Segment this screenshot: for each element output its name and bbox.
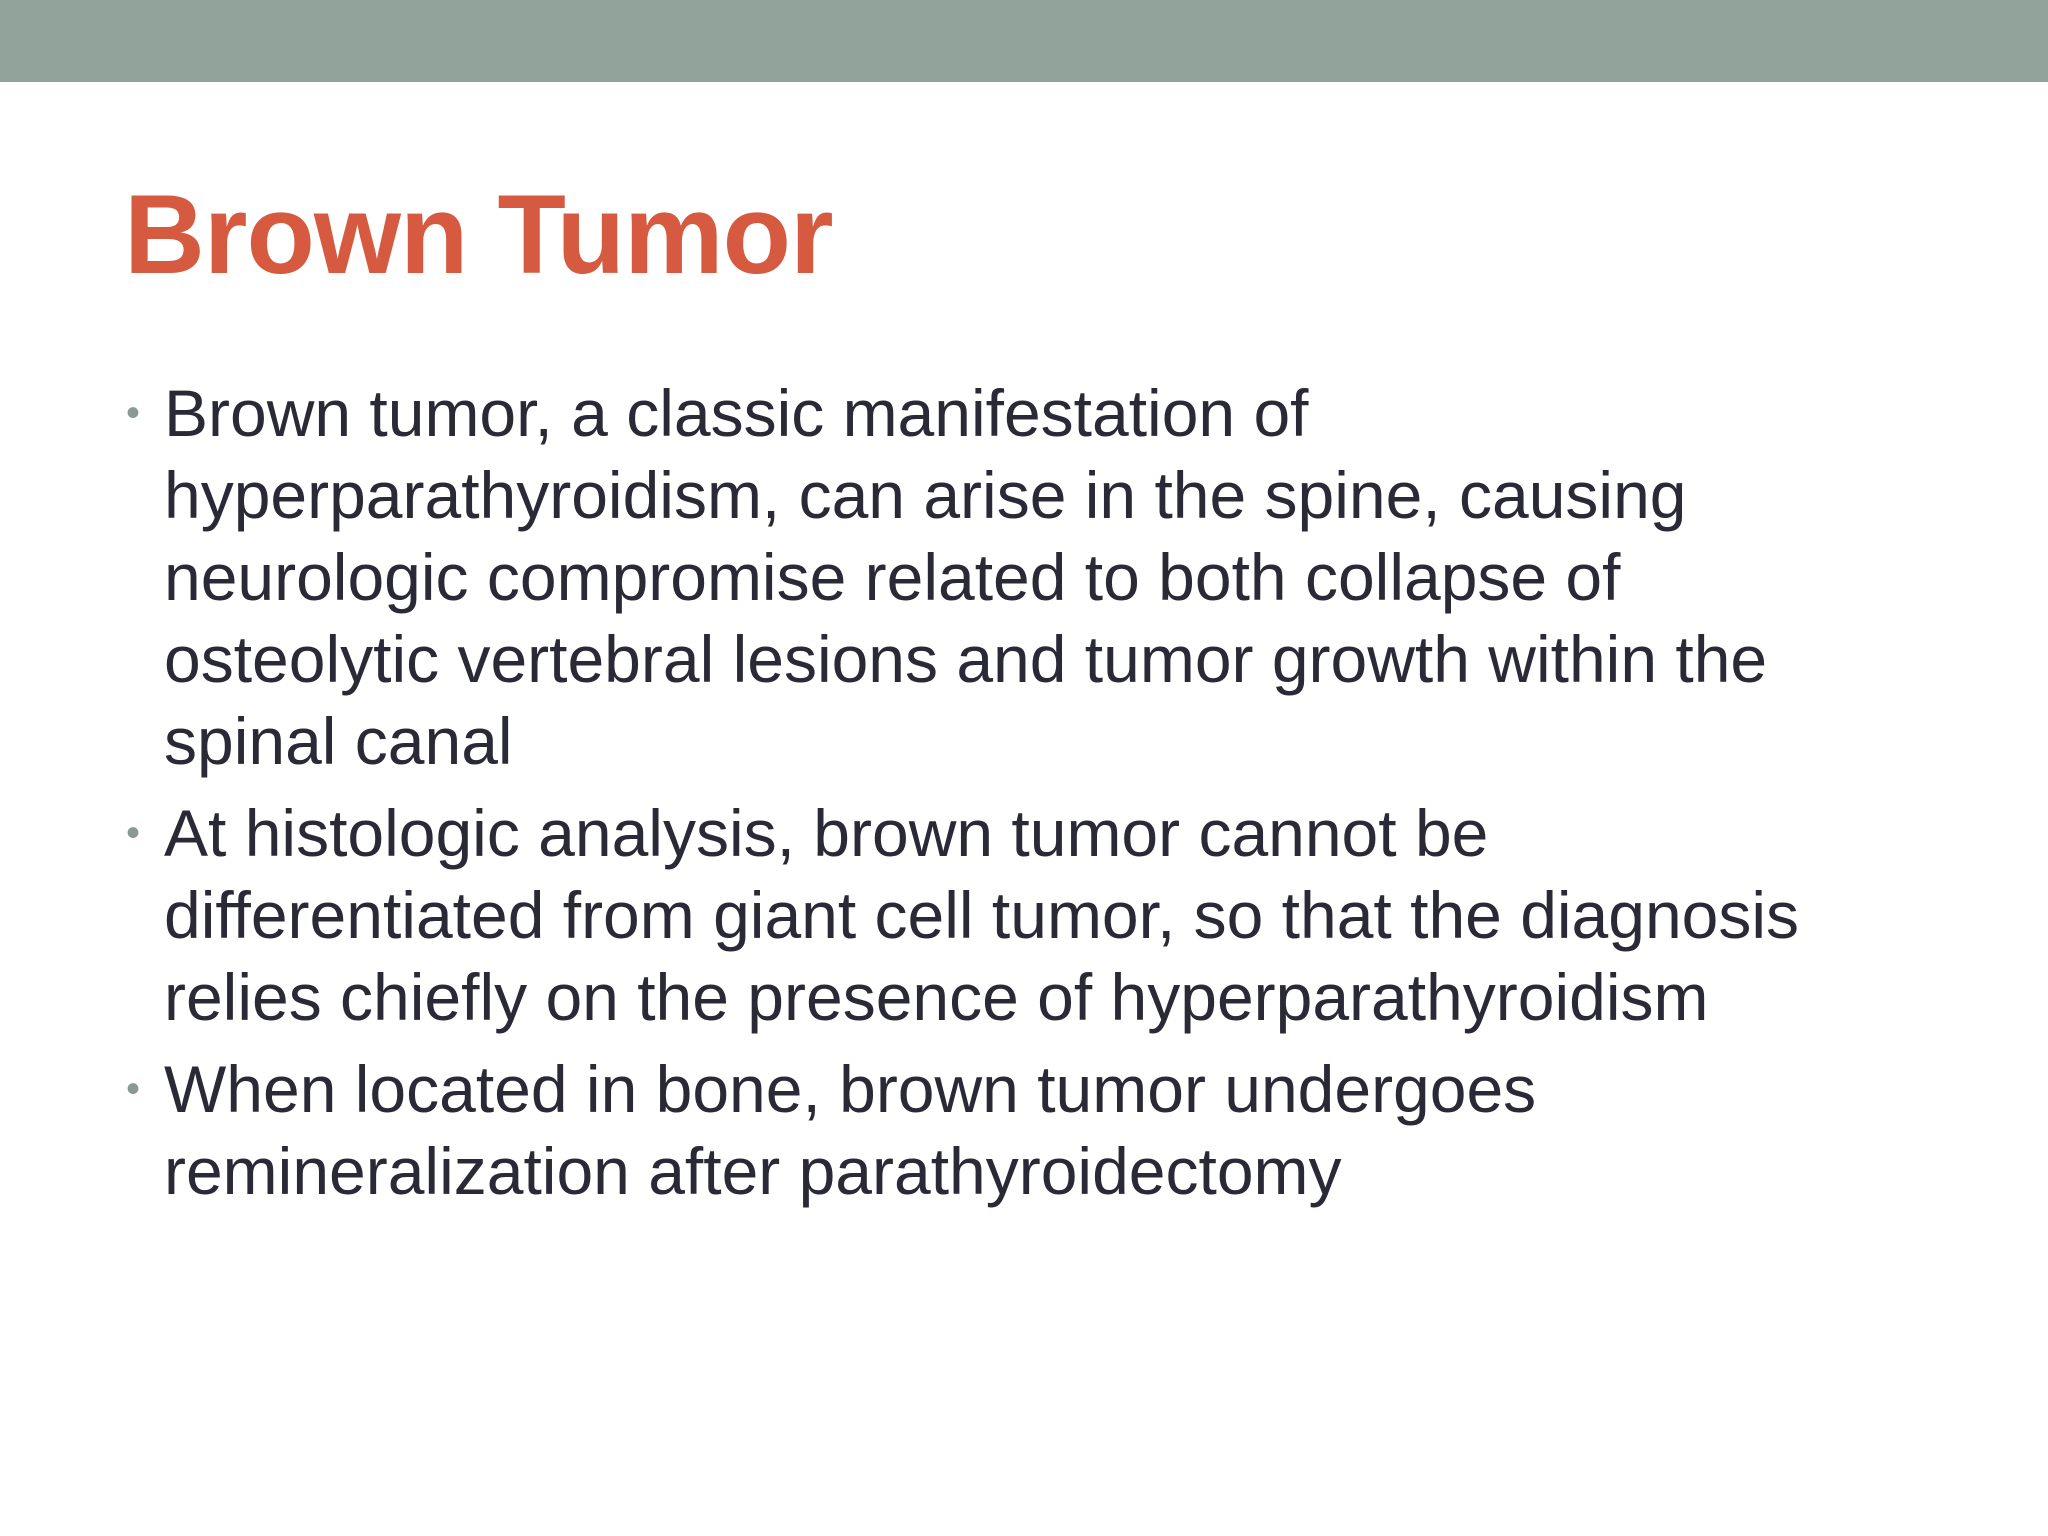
bullet-item: [120, 1048, 1920, 1212]
bullet-line: differentiated from giant cell tumor, so that the diagnosis: [164, 878, 1800, 952]
top-accent-band: [0, 0, 2048, 82]
bullet-item: [120, 792, 1920, 1038]
bullet-dot-icon: •: [126, 1067, 141, 1111]
bullet-line: At histologic analysis, brown tumor cannot be: [164, 796, 1489, 870]
slide-title: Brown Tumor: [124, 172, 833, 297]
bullet-line: remineralization after parathyroidectomy: [164, 1134, 1342, 1208]
bullet-line: Brown tumor, a classic manifestation of: [164, 376, 1309, 450]
bullet-line: osteolytic vertebral lesions and tumor growth within the: [164, 622, 1768, 696]
bullet-line: neurologic compromise related to both collapse of: [164, 540, 1621, 614]
bullet-line: relies chiefly on the presence of hyperparathyroidism: [164, 960, 1709, 1034]
bullet-line: When located in bone, brown tumor undergoes: [164, 1052, 1537, 1126]
bullet-dot-icon: •: [126, 391, 141, 435]
bullet-dot-icon: •: [126, 811, 141, 855]
bullet-item: [120, 372, 1920, 782]
bullet-line: hyperparathyroidism, can arise in the spine, causing: [164, 458, 1687, 532]
bullet-list: [120, 372, 1920, 1222]
bullet-line: spinal canal: [164, 704, 513, 778]
